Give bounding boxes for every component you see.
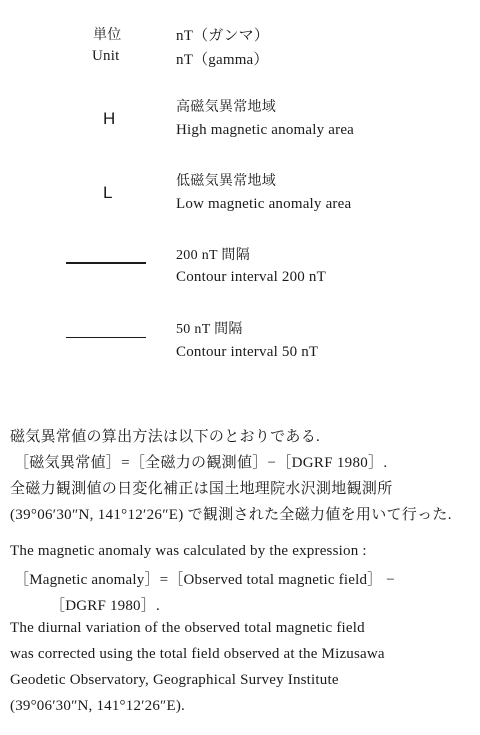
note-en-formula: ［Magnetic anomaly］=［Observed total magnetic field］ − — [14, 572, 395, 588]
note-en-line-5: was corrected using the total field observed at the Mizusawa — [10, 646, 385, 662]
unit-label-en: Unit — [92, 48, 120, 64]
low-anomaly-label-ja: 低磁気異常地域 — [176, 174, 277, 189]
high-anomaly-label-ja: 高磁気異常地域 — [176, 100, 277, 115]
note-ja-line-3: 全磁力観測値の日変化補正は国土地理院水沢測地観測所 — [10, 481, 393, 497]
note-ja-line-1: 磁気異常値の算出方法は以下のとおりである. — [10, 429, 321, 445]
unit-value-ja: nT（ガンマ） — [176, 28, 270, 44]
unit-value-en: nT（gamma） — [176, 52, 269, 68]
low-anomaly-label-en: Low magnetic anomaly area — [176, 196, 352, 212]
note-ja-formula: ［磁気異常値］=［全磁力の観測値］−［DGRF 1980］. — [14, 455, 388, 471]
contour-200-label-en: Contour interval 200 nT — [176, 269, 326, 285]
contour-50-line — [66, 337, 146, 338]
high-anomaly-label-en: High magnetic anomaly area — [176, 122, 355, 138]
note-en-line-7: (39°06′30″N, 141°12′26″E). — [10, 698, 185, 714]
contour-200-label-ja: 200 nT 間隔 — [176, 248, 250, 263]
note-en-line-4: The diurnal variation of the observed total magnetic field — [10, 620, 365, 636]
high-anomaly-symbol: H — [103, 109, 116, 128]
contour-50-label-ja: 50 nT 間隔 — [176, 322, 243, 337]
note-en-formula-cont: ［DGRF 1980］. — [50, 598, 160, 614]
note-en-line-6: Geodetic Observatory, Geographical Survey Institute — [10, 672, 339, 688]
low-anomaly-symbol: L — [103, 183, 113, 202]
contour-50-label-en: Contour interval 50 nT — [176, 344, 319, 360]
note-ja-line-4: (39°06′30″N, 141°12′26″E) で観測された全磁力値を用いて行った. — [10, 507, 452, 523]
unit-label-ja: 単位 — [93, 28, 122, 43]
note-en-line-1: The magnetic anomaly was calculated by the expression : — [10, 543, 367, 559]
contour-200-line — [66, 262, 146, 264]
